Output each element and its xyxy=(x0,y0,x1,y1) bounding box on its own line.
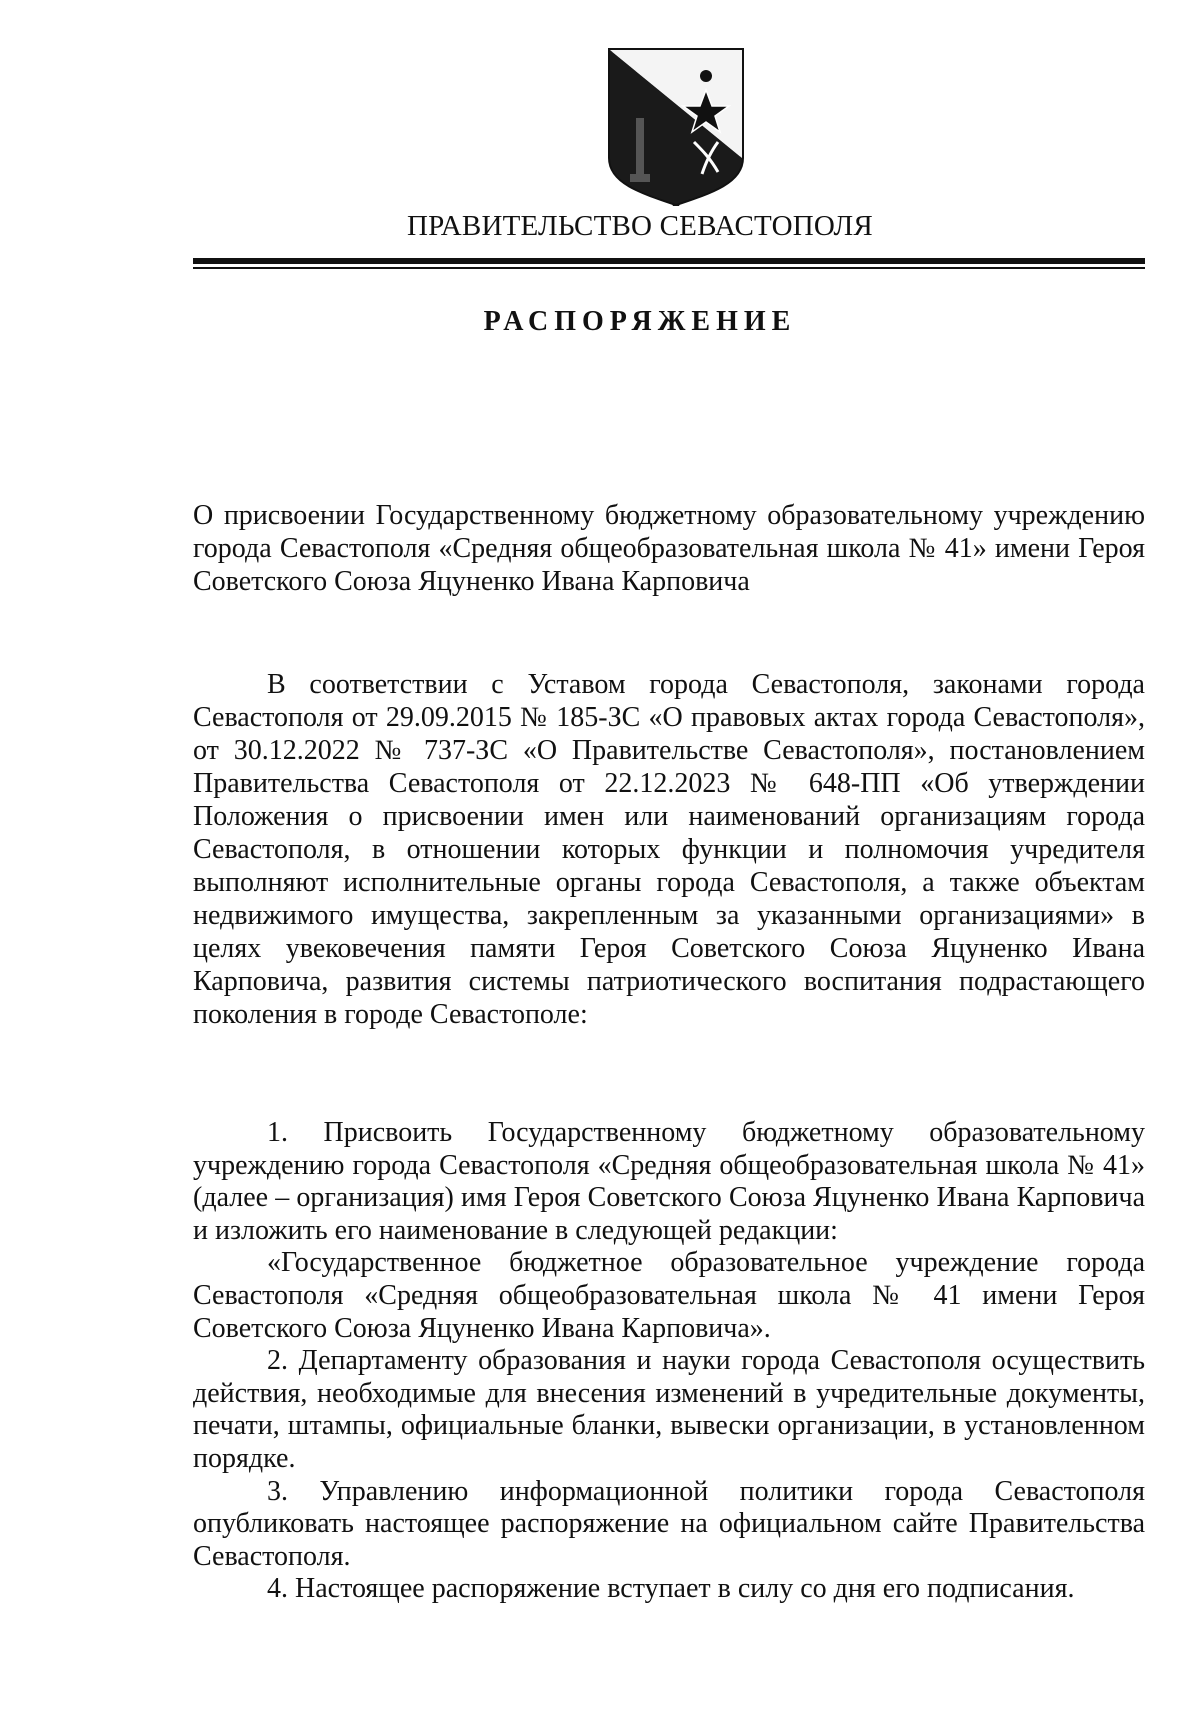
order-item-2: 2. Департаменту образования и науки города Севастополя осуществить действия, необходимые для внесения изменений в учредительные документы, печати, штампы, официальные бланки, вывески организации, в установленном порядке. xyxy=(193,1345,1145,1474)
order-item-3: 3. Управлению информационной политики города Севастополя опубликовать настоящее распоряжение на официальном сайте Правительства Севастополя. xyxy=(193,1475,1145,1572)
order-item-1-quote: «Государственное бюджетное образовательное учреждение города Севастополя «Средняя общеобразовательная школа № 41 имени Героя Советского Союза Яцуненко Ивана Карповича». xyxy=(193,1247,1145,1344)
order-item-1: 1. Присвоить Государственному бюджетному образовательному учреждению города Севастополя «Средняя общеобразовательная школа № 41» (далее – организация) имя Героя Советского Союза Яцуненко Ивана Карповича и изложить его наименование в следующей редакции: xyxy=(193,1117,1145,1246)
document-type-heading: РАСПОРЯЖЕНИЕ xyxy=(483,306,797,337)
government-title: ПРАВИТЕЛЬСТВО СЕВАСТОПОЛЯ xyxy=(407,210,873,242)
order-item-4: 4. Настоящее распоряжение вступает в силу со дня его подписания. xyxy=(267,1573,1075,1605)
order-items xyxy=(193,1117,1145,1606)
header-rule-thick xyxy=(193,258,1145,264)
coat-of-arms-icon xyxy=(606,46,746,206)
document-subject: О присвоении Государственному бюджетному образовательному учреждению города Севастополя «Средняя общеобразовательная школа № 41» имени Героя Советского Союза Яцуненко Ивана Карповича xyxy=(193,500,1145,597)
preamble-paragraph: В соответствии с Уставом города Севастополя, законами города Севастополя от 29.09.2015 № 185-ЗС «О правовых актах города Севастополя», от 30.12.2022 № 737-ЗС «О Правительстве Севастополя», постановлением Правительства Севастополя от 22.12.2023 № 648-ПП «Об утверждении Положения о присвоении имен или наименований организациям города Севастополя, в отношении которых функции и полномочия учредителя выполняют исполнительные органы города Севастополя, а также объектам недвижимого имущества, закрепленным за указанными организациями» в целях увековечения памяти Героя Советского Союза Яцуненко Ивана Карповича, развития системы патриотического воспитания подрастающего поколения в городе Севастополе: xyxy=(193,669,1145,1030)
header-rule-thin xyxy=(193,267,1145,269)
